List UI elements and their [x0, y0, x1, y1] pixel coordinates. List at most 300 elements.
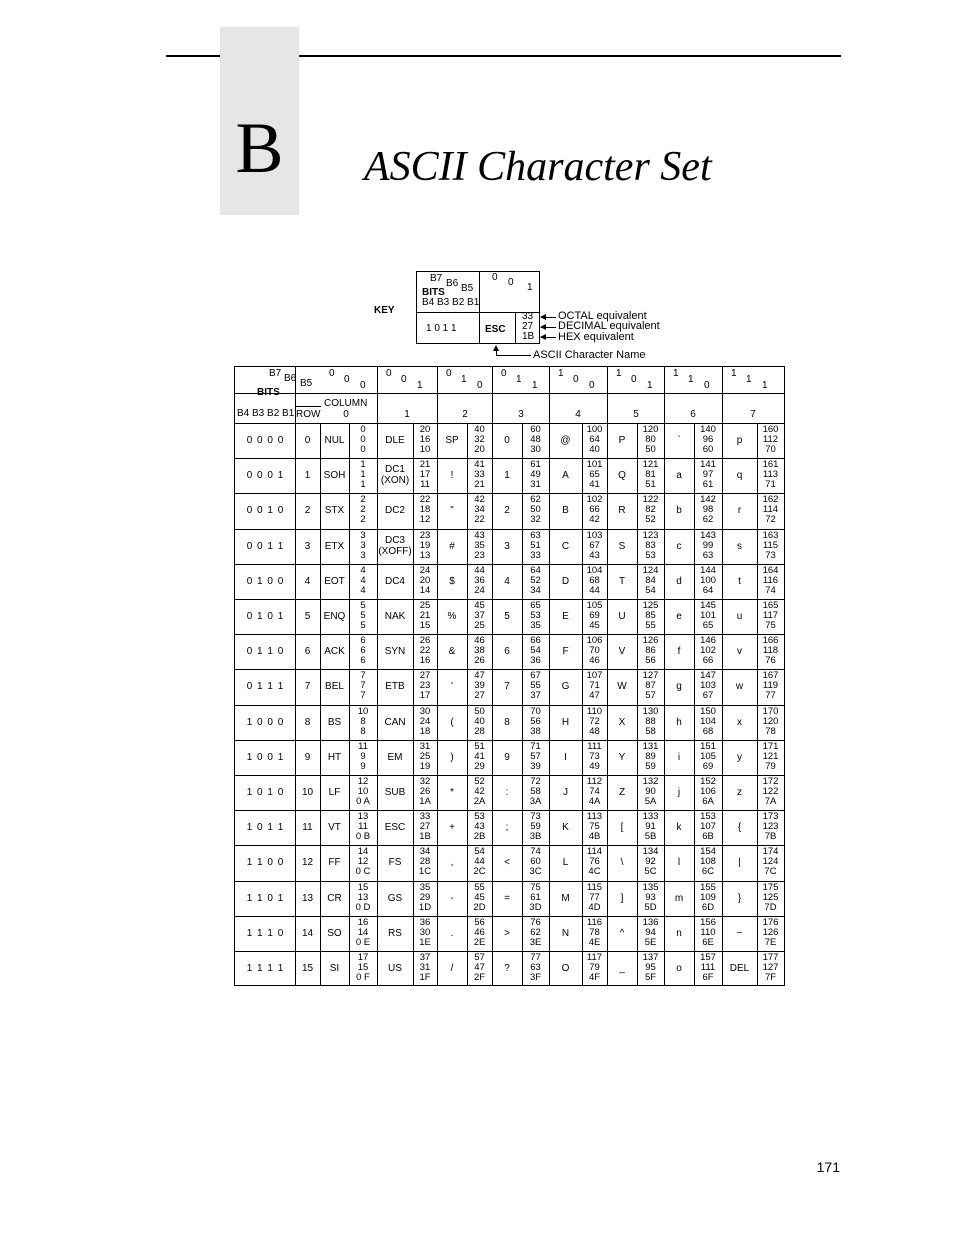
- hex-value: 74: [765, 584, 776, 596]
- octal-value: 74: [530, 846, 541, 858]
- col-bit-b5: 0: [477, 380, 483, 391]
- hex-value: 63: [702, 549, 714, 561]
- octal-value: 177: [762, 952, 779, 963]
- octal-value: 65: [530, 600, 541, 611]
- row-number: 4: [304, 575, 311, 587]
- code-cell: [637, 425, 664, 455]
- row-bits: 1 1 1 0: [246, 927, 285, 939]
- hex-value: 14: [419, 584, 431, 596]
- octal-value: 37: [419, 952, 431, 963]
- char-cell: *: [450, 787, 454, 798]
- char-cell: ;: [505, 822, 509, 834]
- char-cell: FS: [388, 857, 402, 869]
- char-cell: j: [677, 787, 681, 798]
- hex-value: 27: [474, 690, 485, 702]
- hex-value: 6F: [702, 972, 714, 983]
- octal-value: 13: [357, 811, 369, 823]
- hex-value: 2A: [473, 796, 486, 807]
- char-cell: x: [737, 716, 742, 728]
- hex-value: 79: [765, 760, 776, 772]
- hex-value: 15: [419, 620, 431, 631]
- octal-value: 171: [762, 740, 779, 752]
- octal-value: 34: [419, 846, 431, 858]
- octal-value: 135: [642, 881, 659, 893]
- octal-value: 43: [474, 529, 485, 541]
- octal-value: 11: [358, 740, 368, 752]
- octal-value: 161: [762, 459, 779, 471]
- code-cell: [757, 425, 784, 455]
- octal-value: 25: [419, 600, 431, 611]
- octal-value: 120: [642, 424, 659, 435]
- code-cell: [522, 883, 549, 913]
- octal-value: 56: [474, 916, 485, 928]
- code-cell: [757, 777, 784, 807]
- char-cell: %: [447, 611, 457, 622]
- hex-value: 1F: [419, 972, 431, 983]
- code-cell: [694, 601, 722, 631]
- char-cell: US: [388, 963, 402, 974]
- decimal-value: 61: [530, 891, 541, 903]
- hex-value: 1D: [418, 901, 432, 913]
- octal-value: 41: [474, 459, 485, 471]
- decimal-value: 26: [419, 786, 431, 797]
- char-cell: SOH: [323, 470, 346, 482]
- octal-value: 121: [642, 459, 659, 471]
- row-number: 15: [301, 963, 314, 974]
- decimal-value: 6: [360, 645, 366, 657]
- octal-value: 127: [642, 670, 659, 682]
- char-cell: A: [562, 470, 569, 482]
- code-cell: [637, 601, 664, 631]
- char-cell: 9: [504, 751, 510, 763]
- decimal-value: 50: [530, 504, 541, 516]
- char-cell: ^: [619, 927, 625, 939]
- decimal-value: 82: [645, 504, 656, 516]
- code-cell: [694, 425, 722, 455]
- hex-value: 29: [474, 760, 485, 772]
- hex-value: 46: [589, 655, 600, 667]
- octal-value: 164: [762, 564, 779, 576]
- char-cell: SYN: [384, 646, 406, 658]
- row-bits: 1 1 1 1: [246, 963, 285, 974]
- char-cell: w: [735, 681, 744, 693]
- decimal-value: 102: [700, 645, 716, 657]
- decimal-value: 127: [762, 962, 779, 973]
- char-cell: =: [504, 892, 510, 904]
- octal-value: 30: [419, 705, 431, 717]
- octal-value: 117: [586, 952, 603, 963]
- col-num-7: 7: [750, 409, 756, 420]
- code-cell: [757, 812, 784, 842]
- hex-value: 5A: [644, 796, 657, 807]
- char-cell: (: [450, 716, 454, 728]
- octal-value: 122: [642, 494, 659, 506]
- col-num-2: 2: [462, 409, 468, 420]
- char-cell: ~: [736, 927, 743, 939]
- octal-value: 163: [762, 529, 779, 541]
- decimal-value: 54: [530, 645, 541, 657]
- decimal-value: 21: [419, 610, 431, 621]
- char-cell: 7: [504, 681, 510, 693]
- hex-value: 16: [419, 655, 431, 667]
- key-octal: 33: [522, 311, 534, 322]
- decimal-value: 76: [589, 856, 600, 868]
- octal-value: 64: [530, 564, 541, 576]
- decimal-value: 72: [589, 715, 600, 727]
- decimal-value: 34: [474, 504, 485, 516]
- char-cell: F: [562, 646, 569, 658]
- decimal-value: 85: [645, 610, 656, 621]
- decimal-value: 87: [645, 680, 656, 692]
- hex-value: 7: [360, 690, 366, 702]
- code-cell: [694, 460, 722, 490]
- row-number: 0: [304, 435, 311, 446]
- octal-value: 27: [419, 670, 431, 682]
- hex-value: 7D: [764, 901, 777, 913]
- hex-value: 9: [360, 760, 366, 772]
- decimal-value: 107: [700, 821, 716, 833]
- code-cell: [349, 566, 377, 596]
- hex-value: 59: [645, 760, 656, 772]
- octal-value: 10: [357, 705, 369, 717]
- hex-value: 0 F: [356, 972, 370, 983]
- octal-value: 141: [700, 459, 716, 471]
- hex-value: 17: [419, 690, 431, 702]
- col-bit-b6: 1: [461, 374, 467, 385]
- hex-value: 7A: [764, 796, 777, 807]
- decimal-value: 125: [762, 891, 779, 903]
- decimal-value: 22: [419, 645, 431, 657]
- hex-value: 5E: [644, 936, 657, 948]
- row-number: 3: [304, 540, 311, 552]
- octal-value: 15: [357, 881, 369, 893]
- char-cell: K: [562, 822, 569, 834]
- octal-label: OCTAL equivalent: [558, 310, 647, 322]
- col-bit-b6: 1: [746, 374, 752, 385]
- code-cell: [413, 883, 437, 913]
- hex-value: 73: [765, 549, 776, 561]
- hex-value: 35: [530, 620, 541, 631]
- hex-value: 24: [474, 584, 485, 596]
- code-cell: [522, 812, 549, 842]
- key-b-low: B4 B3 B2 B1: [422, 297, 480, 308]
- code-cell: [467, 777, 492, 807]
- octal-value: 33: [419, 811, 431, 823]
- hex-value: 45: [589, 620, 600, 631]
- char-cell: !: [450, 470, 454, 482]
- code-cell: [413, 636, 437, 666]
- hex-value: 21: [474, 479, 485, 491]
- decimal-value: 81: [645, 469, 656, 481]
- char-cell: D: [561, 575, 570, 587]
- row-bits: 1 0 1 0: [246, 787, 285, 798]
- decimal-value: 0: [360, 434, 366, 445]
- decimal-value: 103: [700, 680, 716, 692]
- code-cell: [757, 566, 784, 596]
- octal-value: 72: [530, 776, 541, 787]
- decimal-value: 25: [419, 750, 431, 762]
- code-cell: [349, 953, 377, 983]
- key-decimal: 27: [522, 321, 534, 332]
- char-cell: 4: [504, 575, 510, 587]
- decimal-value: 38: [474, 645, 485, 657]
- col-bit-b6: 1: [688, 374, 694, 385]
- col-bit-b5: 1: [762, 380, 768, 391]
- decimal-value: 108: [700, 856, 716, 868]
- char-cell: 8: [504, 716, 510, 728]
- decimal-value: 14: [357, 926, 369, 938]
- octal-value: 132: [642, 776, 659, 787]
- hex-value: 6B: [702, 831, 714, 843]
- hex-value: 77: [765, 690, 776, 702]
- decimal-value: 66: [589, 504, 600, 516]
- char-cell: \: [620, 857, 624, 869]
- code-cell: [694, 883, 722, 913]
- octal-value: 116: [586, 916, 603, 928]
- code-cell: [694, 707, 722, 737]
- decimal-value: 89: [645, 750, 656, 762]
- char-cell: EM: [387, 751, 403, 763]
- decimal-value: 1: [360, 469, 366, 481]
- octal-value: 111: [587, 740, 602, 752]
- code-cell: [349, 777, 377, 807]
- code-cell: [637, 531, 664, 561]
- decimal-value: 43: [474, 821, 485, 833]
- octal-value: 112: [586, 776, 603, 787]
- octal-value: 137: [642, 952, 659, 963]
- char-cell: v: [737, 646, 742, 658]
- octal-value: 165: [762, 600, 779, 611]
- col-bit-b6: 0: [573, 374, 579, 385]
- decimal-value: 47: [474, 962, 485, 973]
- char-cell: o: [676, 963, 682, 974]
- hex-value: 7C: [764, 866, 777, 878]
- char-cell: l: [677, 857, 681, 869]
- hex-value: 7B: [764, 831, 777, 843]
- decimal-value: 19: [419, 539, 431, 551]
- code-cell: [413, 953, 437, 983]
- decimal-value: 10: [357, 786, 369, 797]
- code-cell: [467, 883, 492, 913]
- octal-value: 32: [419, 776, 431, 787]
- code-cell: [522, 707, 549, 737]
- char-cell: 1: [504, 470, 510, 482]
- hex-value: 5: [360, 620, 366, 631]
- hex-value: 4B: [588, 831, 601, 843]
- decimal-value: 37: [474, 610, 485, 621]
- code-cell: [522, 777, 549, 807]
- code-cell: [582, 707, 607, 737]
- decimal-value: 20: [419, 574, 431, 586]
- row-bits: 0 0 1 1: [246, 540, 285, 552]
- row-number: 13: [301, 892, 314, 904]
- char-cell: <: [504, 857, 510, 869]
- octal-value: 107: [586, 670, 603, 682]
- char-cell: FF: [328, 857, 341, 869]
- code-cell: [582, 671, 607, 701]
- char-cell: SI: [329, 963, 340, 974]
- code-cell: [582, 566, 607, 596]
- decimal-arrow: [541, 327, 556, 328]
- char-cell: m: [674, 892, 684, 904]
- octal-value: 105: [586, 600, 603, 611]
- decimal-value: 3: [360, 539, 366, 551]
- decimal-value: 2: [360, 504, 366, 516]
- decimal-value: 114: [762, 504, 779, 516]
- code-cell: [522, 495, 549, 525]
- hex-value: 32: [530, 514, 541, 526]
- hex-value: 2C: [473, 866, 486, 878]
- key-bits: BITS: [422, 287, 445, 298]
- hex-value: 1C: [418, 866, 432, 878]
- name-label: ASCII Character Name: [533, 349, 646, 361]
- code-cell: [413, 742, 437, 772]
- char-cell: 6: [504, 646, 510, 658]
- hex-value: 67: [702, 690, 714, 702]
- octal-value: 54: [474, 846, 485, 858]
- code-cell: [467, 847, 492, 877]
- char-cell: N: [561, 927, 570, 939]
- code-cell: [522, 918, 549, 948]
- hex-value: 4: [360, 584, 366, 596]
- decimal-value: 31: [419, 962, 431, 973]
- col-bit-b6: 0: [344, 374, 350, 385]
- hex-value: 0 E: [355, 936, 371, 948]
- col-num-6: 6: [690, 409, 696, 420]
- decimal-value: 116: [762, 574, 779, 586]
- header-row: ROW: [296, 409, 321, 420]
- char-cell: GS: [387, 892, 403, 904]
- octal-value: 143: [700, 529, 716, 541]
- char-cell: i: [677, 751, 681, 763]
- char-cell: k: [676, 822, 682, 834]
- decimal-value: 83: [645, 539, 656, 551]
- octal-value: 156: [700, 916, 716, 928]
- decimal-label: DECIMAL equivalent: [558, 320, 660, 332]
- key-char: ESC: [485, 324, 506, 335]
- hex-value: 76: [765, 655, 776, 667]
- char-cell: b: [676, 505, 682, 517]
- octal-value: 50: [474, 705, 485, 717]
- key-b7: B7: [430, 273, 443, 284]
- decimal-value: 44: [474, 856, 485, 868]
- hex-value: 51: [645, 479, 656, 491]
- decimal-value: 74: [589, 786, 600, 797]
- char-cell: C: [561, 540, 570, 552]
- decimal-value: 120: [762, 715, 779, 727]
- row-number: 6: [304, 646, 311, 658]
- code-cell: [522, 601, 549, 631]
- code-cell: [413, 707, 437, 737]
- octal-value: 44: [474, 564, 485, 576]
- char-cell: {: [737, 822, 742, 834]
- decimal-value: 111: [700, 962, 716, 973]
- decimal-value: 110: [700, 926, 716, 938]
- code-cell: [582, 495, 607, 525]
- code-cell: [637, 918, 664, 948]
- hex-value: 0 B: [355, 831, 371, 843]
- octal-value: 20: [419, 424, 431, 435]
- hex-value: 6E: [702, 936, 714, 948]
- code-cell: [694, 847, 722, 877]
- char-cell: ?: [504, 963, 510, 974]
- octal-value: 152: [700, 776, 716, 787]
- col-bit-b5: 1: [647, 380, 653, 391]
- code-cell: [413, 531, 437, 561]
- char-cell: ETB: [385, 681, 405, 693]
- char-cell: |: [738, 857, 741, 869]
- decimal-value: 126: [762, 926, 779, 938]
- col-bit-b5: 0: [704, 380, 710, 391]
- decimal-value: 106: [700, 786, 716, 797]
- octal-value: 31: [419, 740, 431, 752]
- decimal-value: 78: [589, 926, 600, 938]
- octal-value: 101: [586, 459, 603, 471]
- char-cell: 0: [504, 435, 510, 446]
- decimal-value: 49: [530, 469, 541, 481]
- octal-value: 155: [700, 881, 716, 893]
- hex-value: 36: [530, 655, 541, 667]
- octal-value: 1: [360, 459, 366, 471]
- char-cell: d: [676, 575, 682, 587]
- row-bits: 0 1 0 0: [246, 575, 285, 587]
- header-column: COLUMN: [324, 398, 368, 409]
- octal-value: 73: [530, 811, 541, 823]
- decimal-value: 7: [360, 680, 366, 692]
- decimal-value: 59: [530, 821, 541, 833]
- octal-value: 36: [419, 916, 431, 928]
- char-cell: DLE: [385, 435, 405, 446]
- char-cell: ,: [450, 857, 454, 869]
- char-cell: y: [737, 751, 742, 763]
- decimal-value: 86: [645, 645, 656, 657]
- hex-value: 49: [589, 760, 600, 772]
- code-cell: [637, 566, 664, 596]
- hex-value: 3B: [529, 831, 542, 843]
- code-cell: [757, 531, 784, 561]
- code-cell: [467, 425, 492, 455]
- code-cell: [694, 636, 722, 666]
- hex-value: 3D: [529, 901, 542, 913]
- code-cell: [694, 812, 722, 842]
- hex-value: 3A: [529, 796, 542, 807]
- octal-value: 67: [530, 670, 541, 682]
- code-cell: [522, 847, 549, 877]
- code-cell: [694, 953, 722, 983]
- code-cell: [467, 742, 492, 772]
- decimal-value: 93: [645, 891, 656, 903]
- octal-value: 154: [700, 846, 716, 858]
- octal-value: 100: [586, 424, 603, 435]
- hex-value: 7F: [764, 972, 777, 983]
- char-cell: CR: [327, 892, 342, 904]
- char-cell: ENQ: [323, 611, 346, 622]
- decimal-value: 79: [589, 962, 600, 973]
- hex-value: 56: [645, 655, 656, 667]
- code-cell: [582, 883, 607, 913]
- decimal-value: 41: [474, 750, 485, 762]
- octal-value: 160: [762, 424, 779, 435]
- hex-value: 1: [360, 479, 366, 491]
- decimal-value: 124: [762, 856, 779, 868]
- char-cell: B: [562, 505, 569, 517]
- octal-value: 46: [474, 635, 485, 647]
- decimal-value: 96: [702, 434, 714, 445]
- decimal-value: 122: [762, 786, 779, 797]
- row-box-top: [295, 406, 321, 407]
- octal-value: 23: [419, 529, 431, 541]
- header-divider: [234, 393, 785, 394]
